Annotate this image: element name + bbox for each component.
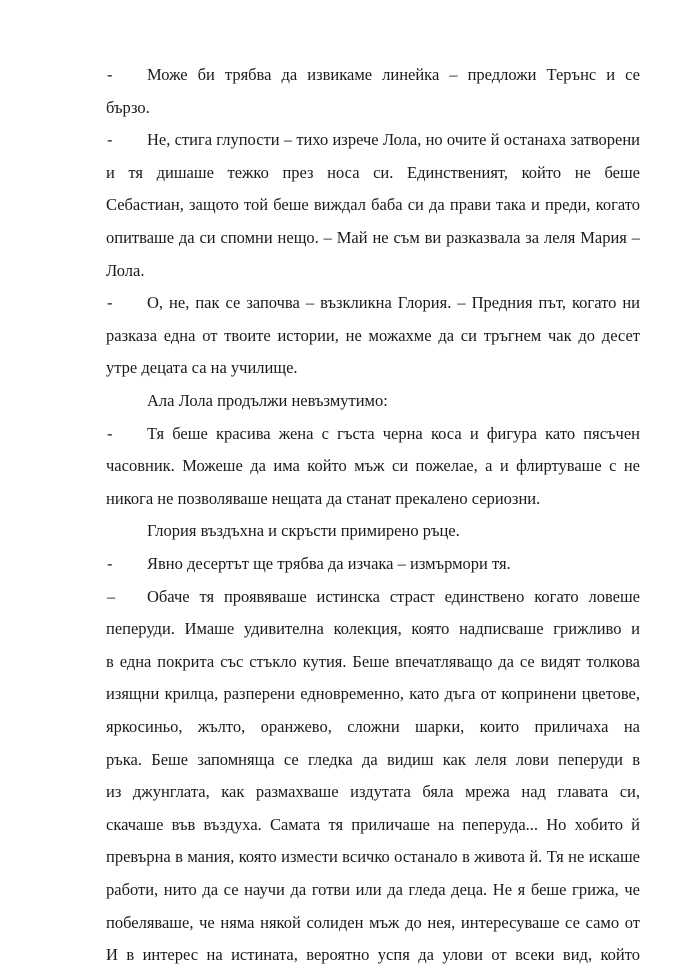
line-text: Не, стига глупости – тихо изрече Лола, но очите й останаха затворени (147, 130, 640, 150)
line-text: работи, нито да се научи да готви или да гледа деца. Не я беше грижа, че (106, 880, 640, 899)
dialogue-dash: - (107, 554, 113, 573)
line-text: пеперуди. Имаше удивителна колекция, която надписваше грижливо и (106, 619, 640, 639)
line-text: яркосиньо, жълто, оранжево, сложни шарки, които приличаха на (106, 717, 640, 736)
line-text: разказа една от твоите истории, не можахме да си тръгнем чак до десет (106, 325, 640, 345)
line-text: И в интерес на истината, вероятно успя да улови от всеки вид, който (106, 945, 640, 965)
line-text: Обаче тя проявяваше истинска страст единствено когато ловеше (147, 586, 640, 606)
text-line (0, 62, 700, 88)
dialogue-dash: - (107, 293, 113, 313)
dialogue-dash: - (107, 65, 113, 84)
line-text: ръка. Беше запомняща се гледка да видиш как леля лови пеперуди в (106, 749, 640, 769)
text-line (0, 779, 700, 805)
line-text: в една покрита със стъкло кутия. Беше впечатляващо да се видят толкова (106, 651, 640, 671)
line-text: из джунглата, как размахваше издутата бяла мрежа над главата си, (106, 782, 640, 802)
text-line (0, 486, 700, 512)
text-line (0, 714, 700, 740)
text-line (0, 355, 700, 381)
text-line (0, 616, 700, 642)
line-text: бързо. (106, 97, 150, 117)
dialogue-dash: - (107, 423, 113, 443)
dialogue-dash: – (107, 586, 116, 606)
text-line (0, 95, 700, 121)
line-text: Явно десертът ще трябва да изчака – измърмори тя. (147, 554, 511, 573)
text-line (0, 649, 700, 675)
line-text: опитваше да си спомни нещо. – Май не съм ви разказвала за леля Мария – (106, 228, 640, 247)
line-text: побеляваше, че няма някой солиден мъж до нея, интересуваше се само от (106, 912, 640, 932)
text-line (0, 942, 700, 968)
line-text: утре децата са на училище. (106, 358, 298, 378)
text-line (0, 388, 700, 414)
line-text: никога не позволяваше нещата да станат прекалено сериозни. (106, 488, 541, 508)
line-text: превърна в мания, която измести всичко останало в живота й. Тя не искаше (106, 847, 640, 867)
text-line (0, 225, 700, 251)
text-line (0, 812, 700, 838)
text-line (0, 127, 700, 153)
line-text: и тя дишаше тежко през носа си. Единственият, който не беше (106, 162, 640, 182)
text-line (0, 877, 700, 903)
text-line (0, 518, 700, 544)
text-line (0, 323, 700, 349)
line-text: Ала Лола продължи невъзмутимо: (147, 391, 388, 410)
text-line (0, 453, 700, 479)
text-line (0, 290, 700, 316)
text-line (0, 551, 700, 577)
text-line (0, 910, 700, 936)
text-line (0, 160, 700, 186)
line-text: скачаше във въздуха. Самата тя приличаше на пеперуда... Но хобито й (106, 814, 640, 834)
line-text: Глория въздъхна и скръсти примирено ръце. (147, 521, 460, 541)
text-line (0, 421, 700, 447)
line-text: Себастиан, защото той беше виждал баба си да прави така и преди, когато (106, 195, 640, 215)
text-line (0, 844, 700, 870)
line-text: часовник. Можеше да има който мъж си пожелае, а и флиртуваше с не (106, 456, 640, 476)
dialogue-dash: - (107, 130, 113, 150)
line-text: изящни крилца, разперени едновременно, като дъга от копринени цветове, (106, 684, 640, 704)
text-line (0, 747, 700, 773)
line-text: О, не, пак се започва – възкликна Глория. – Предния път, когато ни (147, 293, 640, 313)
line-text: Тя беше красива жена с гъста черна коса и фигура като пясъчен (147, 423, 640, 443)
text-line (0, 258, 700, 284)
line-text: Лола. (106, 260, 145, 280)
text-line (0, 192, 700, 218)
line-text: Може би трябва да извикаме линейка – предложи Терънс и се (147, 65, 640, 84)
text-line (0, 584, 700, 610)
text-line (0, 681, 700, 707)
